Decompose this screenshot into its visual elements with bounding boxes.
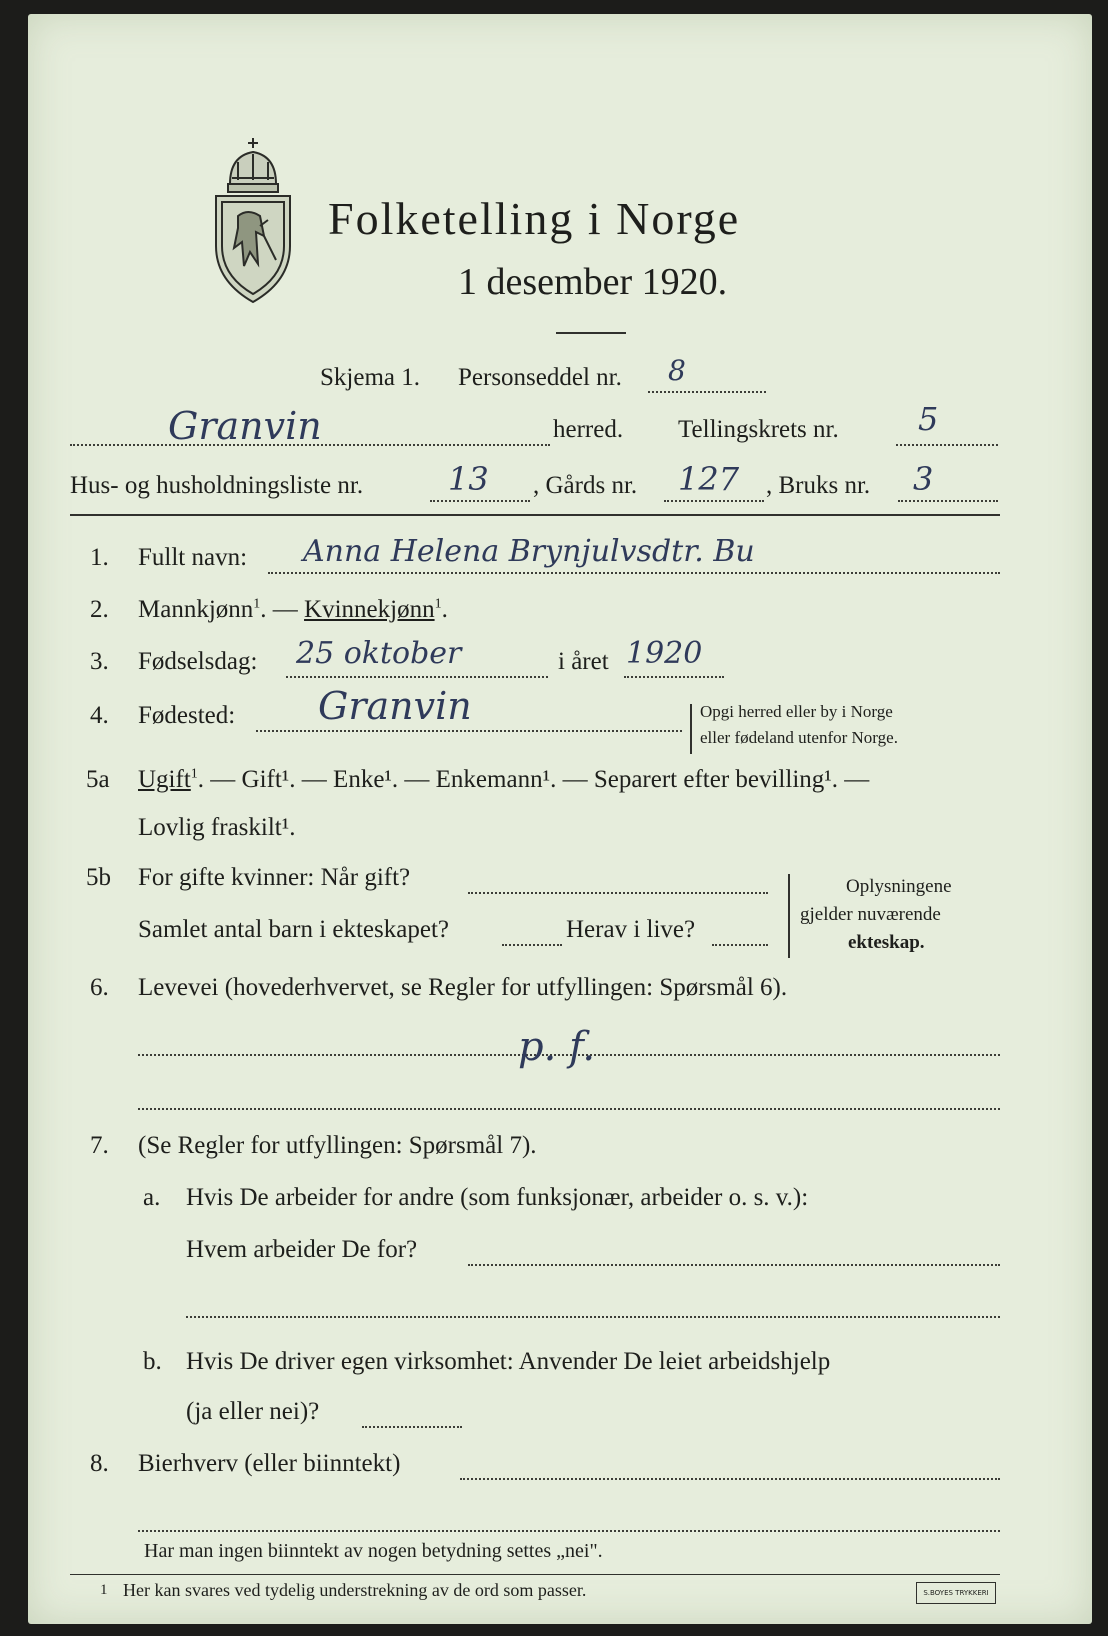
- q4-label: Fødested:: [138, 702, 236, 729]
- q5a-other-options[interactable]: . — Gift¹. — Enke¹. — Enkemann¹. — Separert efter bevilling¹. —: [197, 766, 870, 793]
- q1-number: 1.: [90, 544, 109, 571]
- q5b-alive-line[interactable]: [712, 944, 768, 946]
- q2-number: 2.: [90, 596, 109, 623]
- q8-line2[interactable]: [138, 1530, 1000, 1532]
- q4-note-line1: Opgi herred eller by i Norge: [700, 702, 893, 721]
- census-date: 1 desember 1920.: [458, 261, 728, 303]
- q7a-line2: Hvem arbeider De for?: [186, 1236, 418, 1263]
- q1-label: Fullt navn:: [138, 544, 248, 571]
- personseddel-label: Personseddel nr.: [458, 364, 622, 391]
- q7b-letter: b.: [143, 1348, 162, 1375]
- husholdning-value[interactable]: 13: [448, 460, 489, 498]
- tellingskrets-value[interactable]: 5: [918, 400, 939, 438]
- q6-number: 6.: [90, 974, 109, 1001]
- husholdning-label: Hus- og husholdningsliste nr.: [70, 472, 364, 499]
- q3-label: Fødselsdag:: [138, 648, 258, 675]
- footnote-divider: [70, 1574, 1000, 1575]
- q5b-line1: For gifte kvinner: Når gift?: [138, 864, 411, 891]
- q5b-note-line2: gjelder nuværende: [800, 904, 941, 925]
- gards-value[interactable]: 127: [678, 460, 740, 498]
- q3-year-line: [624, 676, 724, 678]
- q2-footnote-mark-1: 1: [253, 596, 261, 612]
- q2-options: [138, 596, 448, 624]
- header-divider: [70, 514, 1000, 516]
- bruks-line: [898, 500, 998, 502]
- q7b-line1: Hvis De driver egen virksomhet: Anvender De leiet arbeidshjelp: [186, 1348, 831, 1375]
- footnote-marker: 1: [100, 1582, 108, 1598]
- q8-label: Bierhverv (eller biinntekt): [138, 1450, 401, 1477]
- personseddel-value[interactable]: 8: [668, 354, 686, 387]
- q5b-children-label: Samlet antal barn i ekteskapet?: [138, 916, 449, 943]
- q7a-employer-line[interactable]: [468, 1264, 1000, 1266]
- q6-line2: [138, 1108, 1000, 1110]
- q7b-answer-line[interactable]: [362, 1426, 462, 1428]
- q7-number: 7.: [90, 1132, 109, 1159]
- bruks-value[interactable]: 3: [913, 460, 934, 498]
- q6-value[interactable]: p. f.: [518, 1024, 596, 1070]
- q3-number: 3.: [90, 648, 109, 675]
- tellingskrets-line: [896, 444, 998, 446]
- q5a-number: 5a: [86, 766, 110, 793]
- q5b-alive-label: Herav i live?: [566, 916, 696, 943]
- bruks-label: , Bruks nr.: [766, 472, 871, 499]
- husholdning-line: [430, 500, 530, 502]
- title-divider: [556, 332, 626, 334]
- q4-note-line2: eller fødeland utenfor Norge.: [700, 728, 898, 747]
- q2-separator: . —: [260, 596, 298, 623]
- q8-number: 8.: [90, 1450, 109, 1477]
- q8-note: Har man ingen biinntekt av nogen betydning settes „nei".: [144, 1540, 603, 1562]
- q2-end: .: [441, 596, 448, 623]
- q2-option-female[interactable]: Kvinnekjønn: [304, 596, 435, 623]
- q4-value[interactable]: Granvin: [318, 684, 472, 728]
- q2-option-male[interactable]: Mannkjønn: [138, 596, 254, 623]
- form-title: Folketelling i Norge: [328, 193, 741, 244]
- q4-line: [256, 730, 682, 732]
- printer-stamp: S.BOYES TRYKKERI: [916, 1582, 996, 1604]
- census-form-page: [28, 14, 1092, 1624]
- q5b-number: 5b: [86, 864, 111, 891]
- q3-line: [286, 676, 548, 678]
- q5b-note-line3: ekteskap.: [848, 932, 925, 953]
- gards-label: , Gårds nr.: [533, 472, 638, 499]
- q2-footnote-mark-2: 1: [434, 596, 442, 612]
- q5a-line2[interactable]: Lovlig fraskilt¹.: [138, 814, 296, 841]
- q3-year-label: i året: [558, 648, 609, 675]
- coat-of-arms-icon: [208, 136, 298, 306]
- q6-label: Levevei (hovederhvervet, se Regler for utfyllingen: Spørsmål 6).: [138, 974, 788, 1001]
- q5a-footnote-mark: 1: [190, 766, 198, 782]
- schema-label: Skjema 1.: [320, 364, 420, 391]
- q5b-married-line[interactable]: [468, 892, 768, 894]
- q7a-letter: a.: [143, 1184, 161, 1211]
- q5b-children-line[interactable]: [502, 944, 562, 946]
- q1-line: [268, 572, 1000, 574]
- herred-value[interactable]: Granvin: [168, 404, 322, 448]
- q5a-option-ugift[interactable]: Ugift: [138, 766, 191, 793]
- tellingskrets-label: Tellingskrets nr.: [678, 416, 839, 443]
- herred-label: herred.: [553, 416, 624, 443]
- q1-value[interactable]: Anna Helena Brynjulvsdtr. Bu: [303, 534, 755, 569]
- q7-label: (Se Regler for utfyllingen: Spørsmål 7).: [138, 1132, 537, 1159]
- q7a-extra-line[interactable]: [186, 1316, 1000, 1318]
- q5b-note-line1: Oplysningene: [846, 876, 952, 897]
- q8-line1[interactable]: [460, 1478, 1000, 1480]
- q7a-line1: Hvis De arbeider for andre (som funksjonær, arbeider o. s. v.):: [186, 1184, 809, 1211]
- q7b-line2: (ja eller nei)?: [186, 1398, 320, 1425]
- q5a-options: [138, 766, 869, 794]
- gards-line: [664, 500, 764, 502]
- q3-year-value[interactable]: 1920: [626, 636, 703, 671]
- q4-number: 4.: [90, 702, 109, 729]
- q3-value[interactable]: 25 oktober: [296, 636, 462, 671]
- q5b-brace: [788, 874, 790, 958]
- personseddel-line: [648, 391, 766, 393]
- footnote-text: Her kan svares ved tydelig understrekning av de ord som passer.: [123, 1580, 587, 1600]
- q4-brace: [690, 704, 692, 754]
